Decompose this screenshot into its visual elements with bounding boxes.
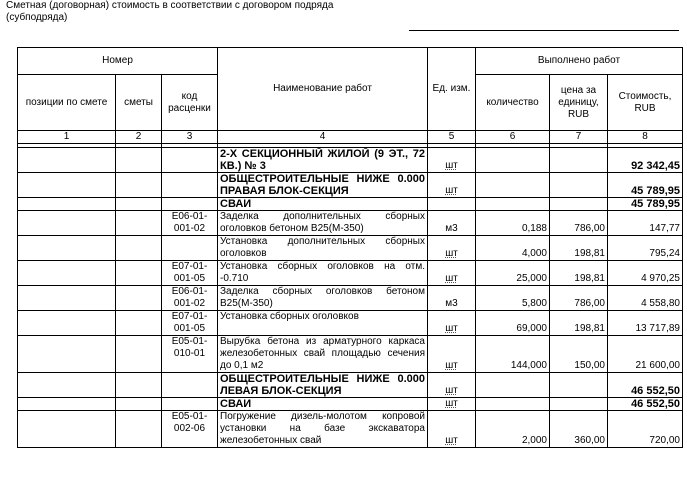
cell-code: [162, 236, 218, 261]
cell-qty: 69,000: [476, 311, 550, 336]
cell-position: [18, 336, 116, 373]
cell-cost: 13 717,89: [608, 311, 683, 336]
cell-unit: шт: [428, 173, 476, 198]
cell-name: Вырубка бетона из арматурного каркаса железобетонных свай площадью сечения до 0,1 м2: [218, 336, 428, 373]
table-row: [18, 148, 683, 173]
table-row: [18, 286, 683, 311]
cell-price: 360,00: [550, 411, 608, 448]
estimate-table: [17, 47, 683, 448]
cell-position: [18, 261, 116, 286]
cell-cost: 795,24: [608, 236, 683, 261]
cell-code: [162, 198, 218, 211]
cell-estimate: [116, 411, 162, 448]
cell-code: [162, 373, 218, 398]
cell-price: [550, 398, 608, 411]
cell-unit: шт: [428, 336, 476, 373]
cell-code: Е05-01-010-01: [162, 336, 218, 373]
cell-qty: 4,000: [476, 236, 550, 261]
cell-position: [18, 398, 116, 411]
cell-unit: шт: [428, 373, 476, 398]
cell-qty: [476, 173, 550, 198]
cell-cost: 45 789,95: [608, 173, 683, 198]
cell-code: Е06-01-001-02: [162, 286, 218, 311]
table-row: [18, 198, 683, 211]
cell-position: [18, 198, 116, 211]
cell-code: Е05-01-002-06: [162, 411, 218, 448]
cell-code: Е07-01-001-05: [162, 261, 218, 286]
cell-name: Заделка дополнительных сборных оголовков бетоном В25(М-350): [218, 211, 428, 236]
column-number: 1: [18, 131, 116, 144]
cell-unit: шт: [428, 398, 476, 411]
cell-price: [550, 148, 608, 173]
cell-qty: 2,000: [476, 411, 550, 448]
cell-price: 150,00: [550, 336, 608, 373]
cell-cost: 46 552,50: [608, 398, 683, 411]
table-row: [18, 236, 683, 261]
cell-name: Установка сборных оголовков на отм. -0.710: [218, 261, 428, 286]
cell-name: Установка дополнительных сборных оголовков: [218, 236, 428, 261]
cell-unit: м3: [428, 286, 476, 311]
cell-price: 198,81: [550, 236, 608, 261]
header-work-name: Наименование работ: [218, 48, 428, 131]
header-position: позиции по смете: [18, 75, 116, 131]
header-done-group: Выполнено работ: [476, 48, 683, 75]
cell-position: [18, 148, 116, 173]
cell-cost: 4 558,80: [608, 286, 683, 311]
cell-cost: 46 552,50: [608, 373, 683, 398]
cell-estimate: [116, 286, 162, 311]
cell-cost: 45 789,95: [608, 198, 683, 211]
cell-price: 786,00: [550, 211, 608, 236]
cell-qty: [476, 198, 550, 211]
cell-estimate: [116, 311, 162, 336]
cell-cost: 147,77: [608, 211, 683, 236]
cell-estimate: [116, 211, 162, 236]
table-row: [18, 373, 683, 398]
cell-position: [18, 311, 116, 336]
table-row: [18, 311, 683, 336]
table-row: [18, 411, 683, 448]
column-number: 6: [476, 131, 550, 144]
header-cost: Стоимость, RUB: [608, 75, 683, 131]
cell-code: [162, 148, 218, 173]
cell-name: СВАИ: [218, 198, 428, 211]
cell-unit: шт: [428, 411, 476, 448]
cell-unit: шт: [428, 311, 476, 336]
cell-qty: 25,000: [476, 261, 550, 286]
cell-name: ОБЩЕСТРОИТЕЛЬНЫЕ НИЖЕ 0.000 ЛЕВАЯ БЛОК-СЕКЦИЯ: [218, 373, 428, 398]
cell-unit: шт: [428, 261, 476, 286]
cell-code: Е07-01-001-05: [162, 311, 218, 336]
cell-unit: м3: [428, 211, 476, 236]
cell-price: 198,81: [550, 261, 608, 286]
cell-estimate: [116, 336, 162, 373]
cell-name: ОБЩЕСТРОИТЕЛЬНЫЕ НИЖЕ 0.000 ПРАВАЯ БЛОК-СЕКЦИЯ: [218, 173, 428, 198]
document-caption: Сметная (договорная) стоимость в соответствии с договором подряда (субподряда): [6, 0, 334, 23]
cell-estimate: [116, 261, 162, 286]
header-quantity: количество: [476, 75, 550, 131]
cell-qty: [476, 148, 550, 173]
cell-name: СВАИ: [218, 398, 428, 411]
table-row: [18, 211, 683, 236]
cell-price: [550, 173, 608, 198]
cell-cost: 720,00: [608, 411, 683, 448]
cell-estimate: [116, 373, 162, 398]
table-row: [18, 398, 683, 411]
cell-estimate: [116, 398, 162, 411]
cell-price: 786,00: [550, 286, 608, 311]
cell-price: [550, 198, 608, 211]
cell-cost: 92 342,45: [608, 148, 683, 173]
column-number: 7: [550, 131, 608, 144]
table-row: [18, 173, 683, 198]
cell-estimate: [116, 236, 162, 261]
cell-position: [18, 286, 116, 311]
header-estimate: сметы: [116, 75, 162, 131]
cell-cost: 21 600,00: [608, 336, 683, 373]
cell-cost: 4 970,25: [608, 261, 683, 286]
cell-unit: шт: [428, 236, 476, 261]
cell-price: 198,81: [550, 311, 608, 336]
cell-unit: [428, 198, 476, 211]
header-number-group: Номер: [18, 48, 218, 75]
cell-position: [18, 236, 116, 261]
cell-name: Заделка сборных оголовков бетоном В25(М-350): [218, 286, 428, 311]
cell-qty: 144,000: [476, 336, 550, 373]
cell-code: [162, 173, 218, 198]
cell-estimate: [116, 148, 162, 173]
cell-qty: 5,800: [476, 286, 550, 311]
cell-qty: [476, 373, 550, 398]
cell-position: [18, 173, 116, 198]
header-rate-code: код расценки: [162, 75, 218, 131]
cell-name: 2-Х СЕКЦИОННЫЙ ЖИЛОЙ (9 ЭТ., 72 КВ.) № 3: [218, 148, 428, 173]
column-number: 4: [218, 131, 428, 144]
cell-name: Установка сборных оголовков: [218, 311, 428, 336]
cell-name: Погружение дизель-молотом копровой установки на базе экскаватора железобетонных свай: [218, 411, 428, 448]
column-number: 3: [162, 131, 218, 144]
column-number: 8: [608, 131, 683, 144]
cell-estimate: [116, 173, 162, 198]
cell-price: [550, 373, 608, 398]
cell-code: Е06-01-001-02: [162, 211, 218, 236]
cell-position: [18, 211, 116, 236]
cell-unit: шт: [428, 148, 476, 173]
table-row: [18, 261, 683, 286]
cell-qty: [476, 398, 550, 411]
caption-underline: [409, 30, 679, 31]
header-unit: Ед. изм.: [428, 48, 476, 131]
header-unit-price: цена за единицу, RUB: [550, 75, 608, 131]
cell-position: [18, 411, 116, 448]
cell-estimate: [116, 198, 162, 211]
column-number: 2: [116, 131, 162, 144]
cell-qty: 0,188: [476, 211, 550, 236]
table-row: [18, 336, 683, 373]
column-number: 5: [428, 131, 476, 144]
cell-position: [18, 373, 116, 398]
cell-code: [162, 398, 218, 411]
